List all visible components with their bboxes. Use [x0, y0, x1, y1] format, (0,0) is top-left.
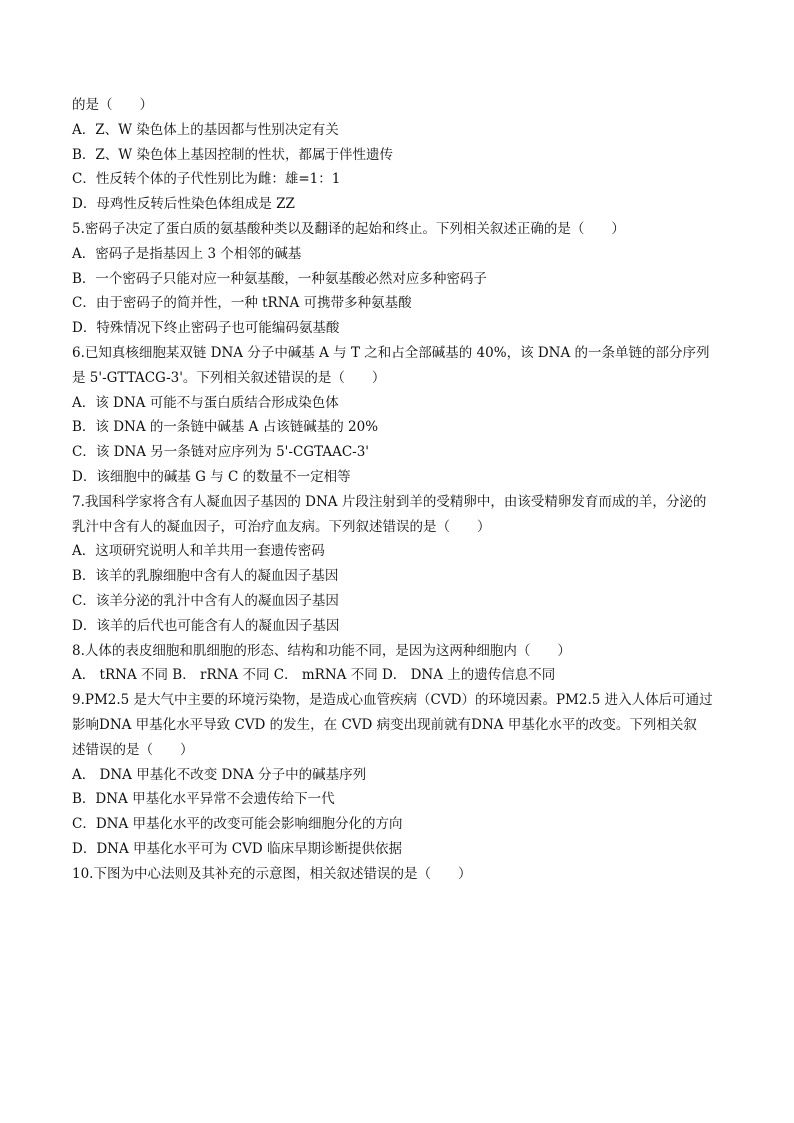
answer-option: C．DNA 甲基化水平的改变可能会影响细胞分化的方向: [72, 816, 403, 833]
answer-option: B．该 DNA 的一条链中碱基 A 占该链碱基的 20%: [72, 419, 379, 436]
answer-option: B．Z、W 染色体上基因控制的性状，都属于伴性遗传: [72, 146, 393, 163]
question-text: 10.下图为中心法则及其补充的示意图，相关叙述错误的是（ ）: [72, 865, 472, 882]
answer-option: C．该羊分泌的乳汁中含有人的凝血因子基因: [72, 592, 339, 609]
answer-option: B．一个密码子只能对应一种氨基酸，一种氨基酸必然对应多种密码子: [72, 270, 487, 287]
question-text: 述错误的是（ ）: [72, 741, 194, 758]
answer-option: B．该羊的乳腺细胞中含有人的凝血因子基因: [72, 568, 339, 585]
answer-option: D．该羊的后代也可能含有人的凝血因子基因: [72, 617, 340, 634]
answer-option: A． tRNA 不同 B． rRNA 不同 C． mRNA 不同 D． DNA 上的遗传信息不同: [72, 667, 556, 684]
answer-option: D．特殊情况下终止密码子也可能编码氨基酸: [72, 320, 340, 337]
question-text: 乳汁中含有人的凝血因子，可治疗血友病。下列叙述错误的是（ ）: [72, 518, 491, 535]
question-text: 7.我国科学家将含有人凝血因子基因的 DNA 片段注射到羊的受精卵中，由该受精卵发育而成的羊，分泌的: [72, 493, 707, 510]
question-text: 影响DNA 甲基化水平导致 CVD 的发生，在 CVD 病变出现前就有DNA 甲基化水平的改变。下列相关叙: [72, 716, 697, 733]
question-text: 6.已知真核细胞某双链 DNA 分子中碱基 A 与 T 之和占全部碱基的 40%，该 DNA 的一条单链的部分序列: [72, 344, 710, 361]
answer-option: A．Z、W 染色体上的基因都与性别决定有关: [72, 121, 339, 138]
question-text: 是 5'-GTTACG-3'。下列相关叙述错误的是（ ）: [72, 369, 386, 386]
question-text: 5.密码子决定了蛋白质的氨基酸种类以及翻译的起始和终止。下列相关叙述正确的是（ ）: [72, 220, 625, 237]
answer-option: C．性反转个体的子代性别比为雌：雄=1：1: [72, 171, 341, 188]
answer-option: D．DNA 甲基化水平可为 CVD 临床早期诊断提供依据: [72, 840, 402, 857]
answer-option: D．该细胞中的碱基 G 与 C 的数量不一定相等: [72, 468, 351, 485]
question-text: 9.PM2.5 是大气中主要的环境污染物，是造成心血管疾病（CVD）的环境因素。PM2.5 进入人体后可通过: [72, 692, 713, 709]
answer-option: A．这项研究说明人和羊共用一套遗传密码: [72, 543, 325, 560]
answer-option: C．由于密码子的简并性，一种 tRNA 可携带多种氨基酸: [72, 295, 412, 312]
answer-option: A． DNA 甲基化不改变 DNA 分子中的碱基序列: [72, 766, 367, 783]
question-text: 8.人体的表皮细胞和肌细胞的形态、结构和功能不同，是因为这两种细胞内（ ）: [72, 642, 571, 659]
answer-option: C．该 DNA 另一条链对应序列为 5'-CGTAAC-3': [72, 444, 370, 461]
answer-option: A．密码子是指基因上 3 个相邻的碱基: [72, 245, 302, 262]
answer-option: A．该 DNA 可能不与蛋白质结合形成染色体: [72, 394, 339, 411]
answer-option: D．母鸡性反转后性染色体组成是 ZZ: [72, 196, 295, 213]
question-text: 的是（ ）: [72, 97, 153, 113]
answer-option: B．DNA 甲基化水平异常不会遗传给下一代: [72, 791, 335, 808]
exam-page: [72, 93, 732, 887]
